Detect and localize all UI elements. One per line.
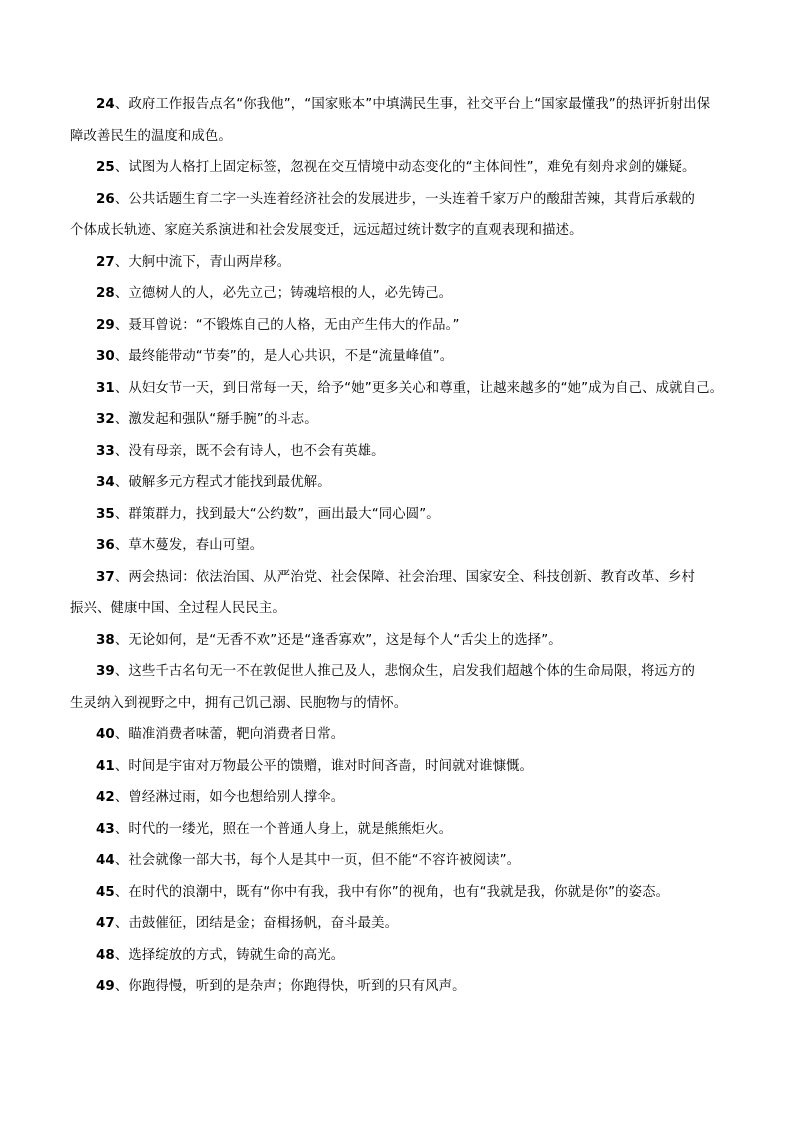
quote-first-line xyxy=(96,348,453,365)
quote-first-line xyxy=(96,632,562,649)
quote-text: 、两会热词：依法治国、从严治党、社会保障、社会治理、国家安全、科技创新、教育改革、乡村 xyxy=(114,569,695,585)
quote-number: 24 xyxy=(96,97,115,112)
quote-number: 29 xyxy=(96,317,115,333)
quote-text: 、激发起和强队“掰手腕”的斗志。 xyxy=(114,412,318,427)
quote-first-line xyxy=(96,978,466,995)
quote-first-line xyxy=(96,380,723,397)
quote-text: 、政府工作报告点名“你我他”，“国家账本”中填满民生事，社交平台上“国家最懂我”的热评折射出保 xyxy=(114,97,711,112)
quote-text: 、选择绽放的方式，铸就生命的高光。 xyxy=(114,947,345,963)
quote-first-line xyxy=(96,317,459,334)
quote-number: 30 xyxy=(96,349,115,364)
quote-number: 48 xyxy=(96,947,115,963)
quote-first-line xyxy=(96,884,669,901)
quote-continuation-line xyxy=(70,128,232,145)
quote-number: 39 xyxy=(96,664,115,679)
quote-text: 、瞄准消费者味蕾，靶向消费者日常。 xyxy=(114,727,345,742)
quote-continuation-line xyxy=(70,600,286,617)
quote-number: 26 xyxy=(96,191,115,207)
quote-first-line xyxy=(96,789,344,806)
quote-number: 33 xyxy=(96,443,115,459)
quote-number: 34 xyxy=(96,475,115,490)
quote-first-line xyxy=(96,852,520,869)
quote-number: 27 xyxy=(96,254,115,270)
quote-continuation-line xyxy=(70,695,407,712)
quote-text: 、社会就像一部大书，每个人是其中一页，但不能“不容许被阅读”。 xyxy=(114,853,521,868)
quote-text: 、没有母亲，既不会有诗人，也不会有英雄。 xyxy=(114,443,385,459)
quote-text: 生灵纳入到视野之中，拥有己饥己溺、民胞物与的情怀。 xyxy=(70,695,408,711)
quote-text: 振兴、健康中国、全过程人民民主。 xyxy=(70,601,286,616)
quote-text: 、公共话题生育二字一头连着经济社会的发展进步，一头连着千家万户的酸甜苦辣，其背后承载的 xyxy=(114,191,695,207)
quote-number: 37 xyxy=(96,569,115,585)
quote-text: 障改善民生的温度和成色。 xyxy=(70,128,232,144)
quote-text: 、你跑得慢，听到的是杂声；你跑得快，听到的只有风声。 xyxy=(114,979,466,994)
quote-text: 、试图为人格打上固定标签，忽视在交互情境中动态变化的“主体间性”，难免有刻舟求剑的嫌疑。 xyxy=(114,160,696,175)
quote-text: 、无论如何，是“无香不欢”还是“逢香寡欢”，这是每个人“舌尖上的选择”。 xyxy=(114,632,562,648)
quote-text: 、从妇女节一天，到日常每一天，给予“她”更多关心和尊重，让越来越多的“她”成为自己、成就自己。 xyxy=(114,380,724,396)
quote-text: 、草木蔓发，春山可望。 xyxy=(114,538,264,553)
quote-text: 、立德树人的人，必先立己；铸魂培根的人，必先铸己。 xyxy=(114,286,453,301)
quote-first-line xyxy=(96,474,331,491)
quote-first-line xyxy=(96,915,398,932)
quote-first-line xyxy=(96,821,452,838)
quote-text: 个体成长轨迹、家庭关系演进和社会发展变迁，远远超过统计数字的直观表现和描述。 xyxy=(70,223,583,238)
quote-first-line xyxy=(96,191,695,208)
quote-number: 42 xyxy=(96,790,115,805)
quote-number: 31 xyxy=(96,380,115,396)
quote-number: 38 xyxy=(96,632,115,648)
quote-first-line xyxy=(96,663,695,680)
quote-first-line xyxy=(96,411,318,428)
quote-number: 43 xyxy=(96,821,115,837)
quote-number: 35 xyxy=(96,506,115,522)
quote-text: 、大舸中流下，青山两岸移。 xyxy=(114,254,291,270)
quote-text: 、时代的一缕光，照在一个普通人身上，就是熊熊炬火。 xyxy=(114,821,453,837)
quote-first-line xyxy=(96,537,263,554)
quote-text: 、最终能带动“节奏”的，是人心共识，不是“流量峰值”。 xyxy=(114,349,454,364)
quote-number: 49 xyxy=(96,979,115,994)
quote-text: 、这些千古名句无一不在敦促世人推己及人，悲悯众生，启发我们超越个体的生命局限，将远方的 xyxy=(114,664,695,679)
quote-number: 44 xyxy=(96,853,115,868)
quote-first-line xyxy=(96,758,533,775)
quote-number: 32 xyxy=(96,412,115,427)
quote-text: 、时间是宇宙对万物最公平的馈赠，谁对时间吝啬，时间就对谁慷慨。 xyxy=(114,758,534,774)
quote-first-line xyxy=(96,96,710,113)
quote-number: 40 xyxy=(96,727,115,742)
quote-first-line xyxy=(96,443,385,460)
quote-number: 25 xyxy=(96,160,115,175)
quote-text: 、击鼓催征，团结是金；奋楫扬帆，奋斗最美。 xyxy=(114,916,399,931)
quote-first-line xyxy=(96,506,440,523)
quote-number: 41 xyxy=(96,758,115,774)
quote-number: 47 xyxy=(96,916,115,931)
quote-text: 、在时代的浪潮中，既有“你中有我，我中有你”的视角，也有“我就是我，你就是你”的姿态。 xyxy=(114,884,670,900)
quote-text: 、破解多元方程式才能找到最优解。 xyxy=(114,475,331,490)
quote-text: 、群策群力，找到最大“公约数”，画出最大“同心圆”。 xyxy=(114,506,440,522)
quote-continuation-line xyxy=(70,222,583,239)
quote-first-line xyxy=(96,285,452,302)
quote-number: 28 xyxy=(96,286,115,301)
quote-text: 、曾经淋过雨，如今也想给别人撑伞。 xyxy=(114,790,345,805)
quote-text: 、聂耳曾说：“不锻炼自己的人格，无由产生伟大的作品。” xyxy=(114,317,460,333)
quote-number: 45 xyxy=(96,884,115,900)
quote-number: 36 xyxy=(96,538,115,553)
quote-first-line xyxy=(96,569,695,586)
quote-first-line xyxy=(96,159,696,176)
quote-first-line xyxy=(96,254,290,271)
quote-first-line xyxy=(96,947,344,964)
quote-first-line xyxy=(96,726,344,743)
